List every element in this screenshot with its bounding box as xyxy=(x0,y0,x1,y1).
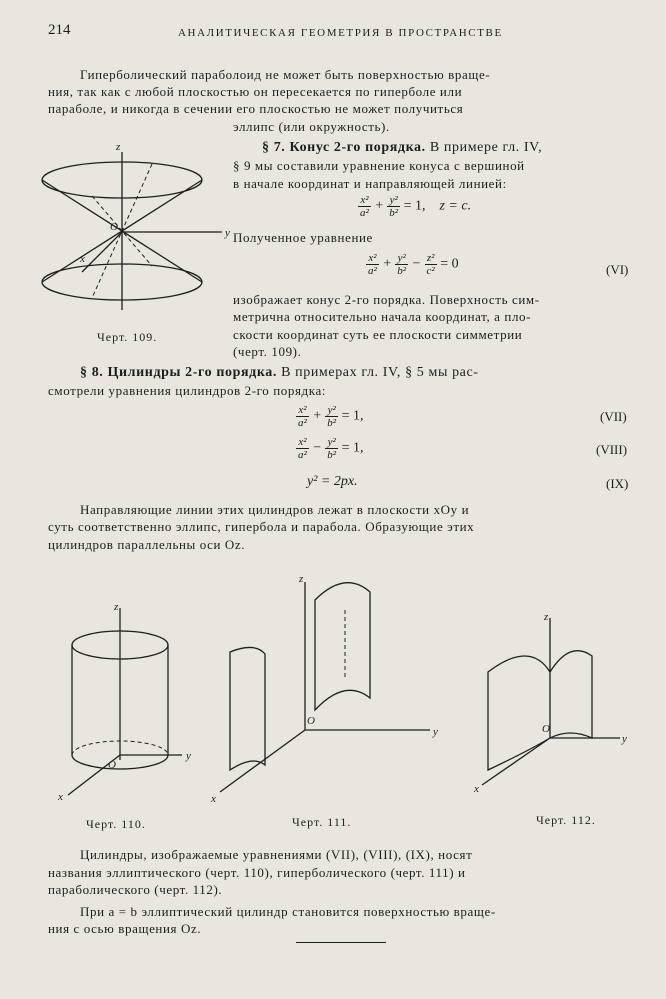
section8-heading xyxy=(80,365,479,381)
equation-guide: $\frac{\text{x²}}{\text{a²}}$ + $\frac{\text{y²}}{\text{b²}}$ = 1, z = c. xyxy=(360,194,472,219)
running-title: АНАЛИТИЧЕСКАЯ ГЕОМЕТРИЯ В ПРОСТРАНСТВЕ xyxy=(178,27,503,39)
section7-line-2: § 9 мы составили уравнение конуса с вершиной xyxy=(233,158,525,173)
fig112-x-label: x xyxy=(474,783,479,795)
closing-p2-line-1: При a = b эллиптический цилиндр становится поверхностью враще- xyxy=(80,904,496,919)
fig110-origin-label: O xyxy=(108,759,116,771)
section8-line-1: В примерах гл. IV, § 5 мы рас- xyxy=(281,365,479,380)
section7-after-3: скости координат суть ее плоскости симметрии xyxy=(233,327,523,342)
fig109-y-label: y xyxy=(225,227,230,239)
section8-guide-1: Направляющие линии этих цилиндров лежат в плоскости xOy и xyxy=(80,502,470,517)
section7-after-4: (черт. 109). xyxy=(233,344,302,359)
section7-obtained: Полученное уравнение xyxy=(233,230,373,245)
section8-guide-3: цилиндров параллельны оси Oz. xyxy=(48,537,246,552)
section8-title: Цилиндры 2-го порядка. xyxy=(107,365,277,380)
caption-112: Черт. 112. xyxy=(536,813,596,827)
equation-VII: $\frac{\text{x²}}{\text{a²}}$ + $\frac{\text{y²}}{\text{b²}}$ = 1, xyxy=(298,404,364,429)
end-rule xyxy=(296,942,386,943)
section8-line-2: смотрели уравнения цилиндров 2-го порядка: xyxy=(48,383,327,398)
closing-p1-line-1: Цилиндры, изображаемые уравнениями (VII), (VIII), (IX), носят xyxy=(80,847,473,862)
section7-title: Конус 2-го порядка. xyxy=(289,140,426,155)
closing-p1-line-3: параболического (черт. 112). xyxy=(48,882,223,897)
fig110-x-label: x xyxy=(58,791,63,803)
label-IX: (IX) xyxy=(606,476,629,491)
page-number: 214 xyxy=(48,22,71,38)
fig111-x-label: x xyxy=(211,793,216,805)
fig110-z-label: z xyxy=(114,601,119,613)
section7-heading xyxy=(262,140,542,156)
fig109-z-label: z xyxy=(116,141,121,153)
section7-after-1: изображает конус 2-го порядка. Поверхность сим- xyxy=(233,292,540,307)
intro-line-3: параболе, и никогда в сечении его плоскостью не может получиться xyxy=(48,101,464,116)
label-VII: (VII) xyxy=(600,409,627,424)
fig112-z-label: z xyxy=(544,611,549,623)
fig111-right-sheet xyxy=(315,583,370,710)
equation-VIII: $\frac{\text{x²}}{\text{a²}}$ − $\frac{\text{y²}}{\text{b²}}$ = 1, xyxy=(298,436,364,461)
section7-line-1: В примере гл. IV, xyxy=(429,140,543,155)
fig112-y-label: y xyxy=(622,733,627,745)
figure-111-hyperbolic-cylinder xyxy=(205,570,445,810)
section7-number: § 7. xyxy=(262,140,286,155)
intro-line-4: эллипс (или окружность). xyxy=(233,119,390,134)
caption-111: Черт. 111. xyxy=(292,815,352,829)
equation-IX: y² = 2px. xyxy=(307,474,358,489)
fig109-origin-label: O xyxy=(110,221,118,233)
section8-guide-2: суть соответственно эллипс, гипербола и парабола. Образующие этих xyxy=(48,519,475,534)
fig111-y-label: y xyxy=(433,726,438,738)
fig112-x-axis xyxy=(482,738,550,785)
intro-line-1: Гиперболический параболоид не может быть поверхностью враще- xyxy=(80,67,491,82)
label-VI: (VI) xyxy=(606,262,629,277)
intro-line-2: ния, так как с любой плоскостью он пересекается по гиперболе или xyxy=(48,84,463,99)
figure-110-elliptic-cylinder xyxy=(40,600,200,810)
label-VIII: (VIII) xyxy=(596,442,628,457)
closing-p2-line-2: ния с осью вращения Oz. xyxy=(48,921,202,936)
fig112-origin-label: O xyxy=(542,723,550,735)
figure-112-parabolic-cylinder xyxy=(470,610,640,800)
fig110-y-label: y xyxy=(186,750,191,762)
section7-after-2: метрична относительно начала координат, а пло- xyxy=(233,309,532,324)
fig111-z-label: z xyxy=(299,573,304,585)
section8-number: § 8. xyxy=(80,365,104,380)
caption-109: Черт. 109. xyxy=(97,330,158,344)
fig111-x-axis xyxy=(220,730,305,792)
fig109-x-label: x xyxy=(80,253,85,265)
fig111-origin-label: O xyxy=(307,715,315,727)
fig111-left-sheet xyxy=(230,647,265,770)
closing-p1-line-2: названия эллиптического (черт. 110), гиперболического (черт. 111) и xyxy=(48,865,466,880)
figure-109-cone xyxy=(30,140,230,320)
section7-line-3: в начале координат и направляющей линией: xyxy=(233,176,507,191)
fig112-surface xyxy=(488,651,592,770)
caption-110: Черт. 110. xyxy=(86,817,146,831)
equation-VI: $\frac{\text{x²}}{\text{a²}}$ + $\frac{\text{y²}}{\text{b²}}$ − $\frac{\text{z²}}{\text{c²}}$ = 0 xyxy=(368,252,459,277)
